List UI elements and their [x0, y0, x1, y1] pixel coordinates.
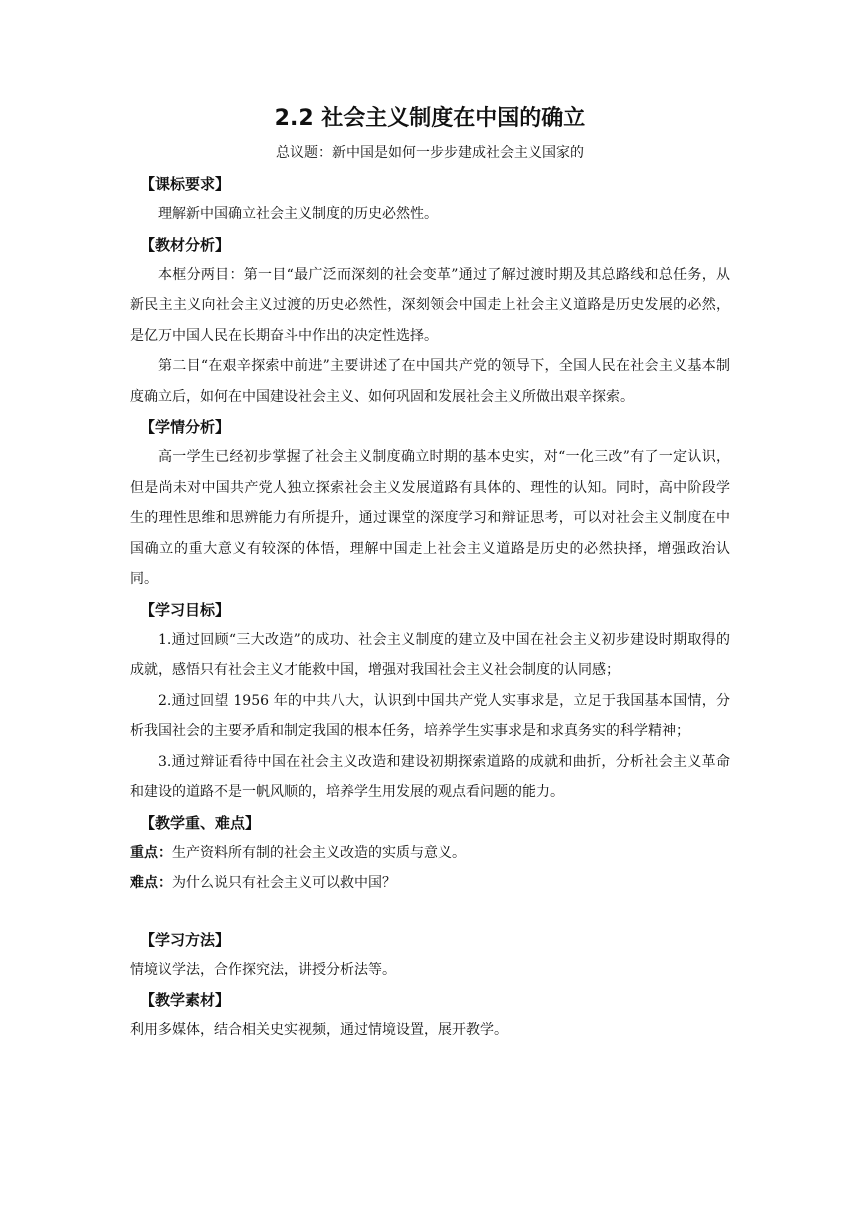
curriculum-text: 理解新中国确立社会主义制度的历史必然性。 — [158, 206, 438, 222]
difficult-point-text: 为什么说只有社会主义可以救中国？ — [172, 875, 396, 891]
textbook-paragraph-2: 第二目“在艰辛探索中前进”主要讲述了在中国共产党的领导下，全国人民在社会主义基本制度确立后，如何在中国建设社会主义、如何巩固和发展社会主义所做出艰辛探索。 — [130, 358, 730, 405]
textbook-paragraph-1: 本框分两目：第一目“最广泛而深刻的社会变革”通过了解过渡时期及其总路线和总任务，从新民主主义向社会主义过渡的历史必然性，深刻领会中国走上社会主义道路是历史发展的必然，是亿万中国人民在长期奋斗中作出的决定性选择。 — [130, 266, 730, 344]
heading-objectives: 【学习目标】 — [140, 600, 231, 619]
key-point-text: 生产资料所有制的社会主义改造的实质与意义。 — [172, 844, 466, 861]
heading-textbook: 【教材分析】 — [140, 235, 231, 254]
heading-curriculum: 【课标要求】 — [140, 175, 231, 193]
key-point — [130, 838, 730, 869]
page-title: 2.2 社会主义制度在中国的确立 — [274, 106, 586, 131]
heading-keypoints: 【教学重、难点】 — [140, 813, 261, 832]
materials-text: 利用多媒体，结合相关史实视频，通过情境设置，展开教学。 — [130, 1022, 508, 1038]
students-text: 高一学生已经初步掌握了社会主义制度确立时期的基本史实，对“一化三改”有了一定认识，但是尚未对中国共产党人独立探索社会主义发展道路有具体的、理性的认知。同时，高中阶段学生的理性思维和思辨能力有所提升，通过课堂的深度学习和辩证思考，可以对社会主义制度在中国确立的重大意义有较深的体悟，理解中国走上社会主义道路是历史的必然抉择，增强政治认同。 — [130, 449, 730, 587]
page-subtitle: 总议题：新中国是如何一步步建成社会主义国家的 — [276, 145, 584, 161]
key-point-label: 重点： — [130, 844, 172, 861]
difficult-point — [130, 868, 730, 899]
heading-students: 【学情分析】 — [140, 418, 231, 436]
document-page — [130, 103, 730, 1046]
objective-2: 2.通过回望 1956 年的中共八大，认识到中国共产党人实事求是，立足于我国基本国情，分析我国社会的主要矛盾和制定我国的根本任务，培养学生实事求是和求真务实的科学精神； — [130, 692, 730, 739]
objective-3: 3.通过辩证看待中国在社会主义改造和建设初期探索道路的成就和曲折，分析社会主义革命和建设的道路不是一帆风顺的，培养学生用发展的观点看问题的能力。 — [130, 753, 730, 800]
objective-1: 1.通过回顾“三大改造”的成功、社会主义制度的建立及中国在社会主义初步建设时期取得的成就，感悟只有社会主义才能救中国，增强对我国社会主义社会制度的认同感； — [130, 631, 730, 678]
heading-methods: 【学习方法】 — [140, 930, 231, 949]
methods-text: 情境议学法，合作探究法，讲授分析法等。 — [130, 961, 396, 978]
heading-materials: 【教学素材】 — [140, 991, 231, 1009]
difficult-point-label: 难点： — [130, 875, 172, 891]
